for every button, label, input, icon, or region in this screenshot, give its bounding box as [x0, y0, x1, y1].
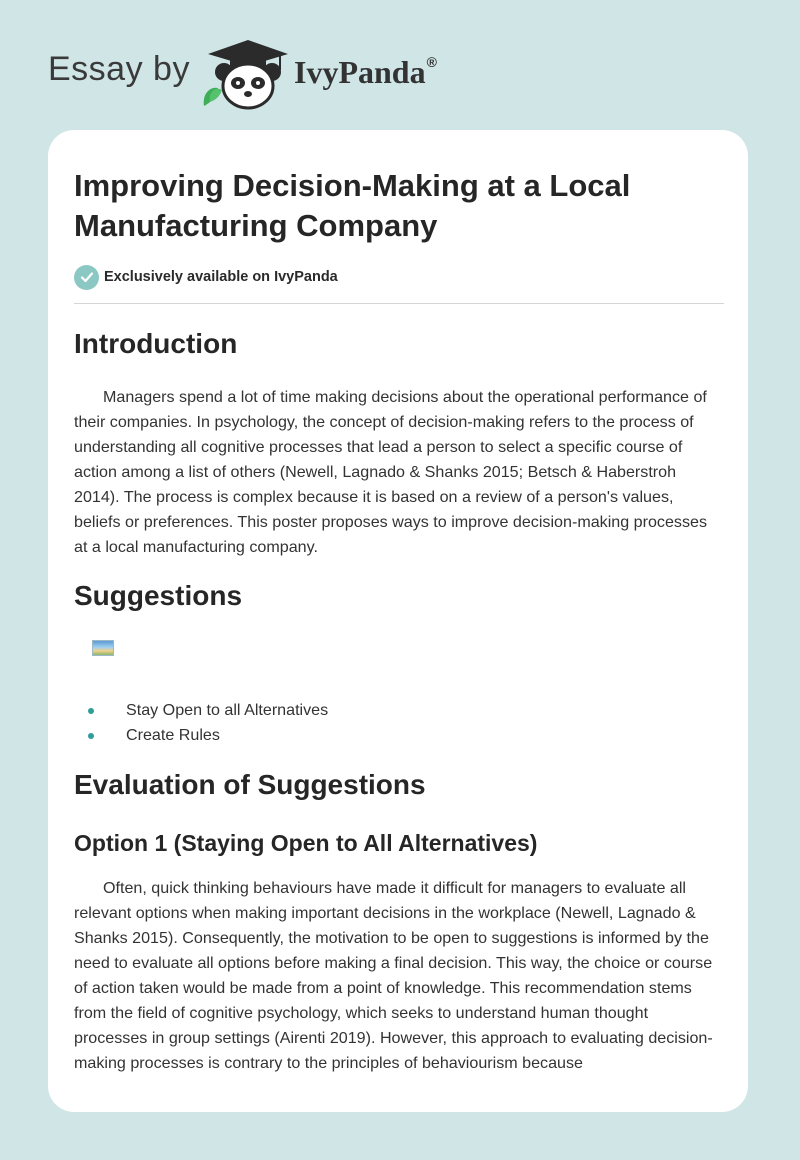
- list-item: [74, 723, 724, 748]
- list-item-label: Stay Open to all Alternatives: [126, 701, 329, 719]
- suggestions-list: [74, 698, 724, 748]
- introduction-paragraph: Managers spend a lot of time making decisions about the operational performance of their companies. In psychology, the concept of decision-making refers to the process of understanding all cognitive processes that lead a person to select a specific course of action among a list of others (Newell, Lagnado & Shanks 2015; Betsch & Haberstroh 2014). The process is complex because it is based on a review of a person's values, beliefs or preferences. This poster proposes ways to improve decision-making processes at a local manufacturing company.: [74, 388, 708, 556]
- exclusive-label: Exclusively available on IvyPanda: [104, 269, 338, 285]
- brand-name-text: IvyPanda: [294, 54, 426, 90]
- option1-heading: Option 1 (Staying Open to All Alternatives): [74, 830, 538, 856]
- evaluation-heading: Evaluation of Suggestions: [74, 769, 426, 800]
- divider: [74, 303, 724, 304]
- site-header: [0, 0, 800, 130]
- image-icon[interactable]: [92, 640, 114, 656]
- bullet-icon: [88, 708, 94, 714]
- brand-prefix: Essay by: [48, 50, 190, 88]
- suggestions-heading: Suggestions: [74, 580, 243, 611]
- panda-logo-icon[interactable]: [200, 36, 290, 112]
- list-item-label: Create Rules: [126, 726, 220, 744]
- check-icon: [74, 265, 99, 290]
- brand-name: [294, 54, 437, 91]
- exclusive-badge: [74, 264, 338, 290]
- introduction-heading: Introduction: [74, 328, 238, 359]
- page-title: Improving Decision-Making at a Local Manufacturing Company: [74, 168, 631, 243]
- option1-paragraph: Often, quick thinking behaviours have made it difficult for managers to evaluate all relevant options when making important decisions in the workplace (Newell, Lagnado & Shanks 2015). Consequently, the motivation to be open to suggestions is informed by the need to evaluate all options before making a final decision. This way, the choice or course of action taken would be made from a point of knowledge. This recommendation stems from the field of cognitive psychology, which seeks to understand human thought processes in group settings (Airenti 2019). However, this approach to evaluating decision-making processes is contrary to the principles of behaviourism because: [74, 879, 713, 1072]
- essay-card: [48, 130, 748, 1112]
- bullet-icon: [88, 733, 94, 739]
- list-item: [74, 698, 724, 723]
- registered-mark: ®: [426, 54, 437, 70]
